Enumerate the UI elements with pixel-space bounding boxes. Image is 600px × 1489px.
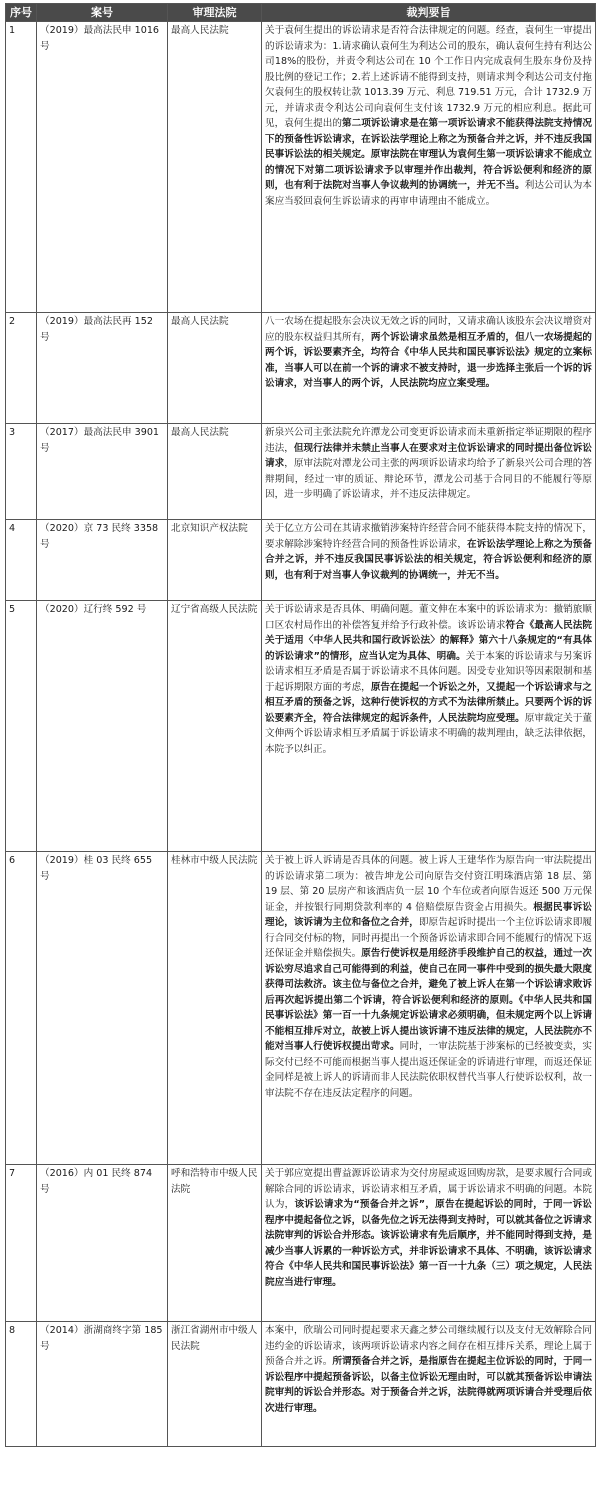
summary-bold-text: 该诉讼请求为“预备合并之诉”，原告在提起诉讼的同时，于同一诉讼程序中提起备位之诉，以备先位之诉无法得到支持时，可以就其备位之诉请求法院审判的诉讼合并形态。该诉讼请求有先后顺序，并不能同时得到支持，是减少当事人诉累的一种诉讼方式，并非诉讼请求不具体、不明确，该诉讼请求符合《中华人民共和国民事诉讼法》第一百一十九条（三）项之规定，人民法院应当进行审理。 bbox=[265, 1199, 592, 1288]
summary-bold-text: 原告行使诉权是用经济手段维护自己的权益，通过一次诉讼穷尽追求自己可能得到的利益，使自己在同一事件中受到的损失最大限度获得司法救济。该主位与备位之合并，避免了被上诉人在第一个诉讼请求败诉后再次起诉提出第二个诉请，符合诉讼便利和经济的原则。《中华人民共和国民事诉讼法》第一百一十九条规定诉讼请求必须明确，但未规定两个以上诉请不能相互排斥对立，故被上诉人提出该诉请不违反法律的规定，人民法院亦不能对当事人行使诉权提出苛求。 bbox=[265, 948, 593, 1052]
row-court: 北京知识产权法院 bbox=[168, 520, 262, 601]
summary-text: 本案中，欣瑞公司同时提起要求天鑫之梦公司继续履行以及支付无效解除合同违约金的诉讼请求，该两项诉讼请求内容之间存在相互排斥关系，理论上属于预备合并之诉。 bbox=[265, 1325, 592, 1367]
summary-bold-text: 所谓预备合并之诉，是指原告在提起主位诉讼的同时，于同一诉讼程序中提起预备诉讼，以备主位诉讼无理由时，可以就其预备诉讼申请法院审判的诉讼合并形态。对于预备合并之诉，法院得就两项诉请合并受理后依次进行审理。 bbox=[265, 1356, 593, 1414]
row-summary bbox=[262, 852, 596, 1165]
row-seq: 4 bbox=[6, 520, 37, 601]
summary-bold-text: 两个诉讼请求虽然是相互矛盾的，但八一农场提起的两个诉，诉讼要素齐全，均符合《中华人民共和国民事诉讼法》规定的立案标准，当事人可以在前一个诉的请求不被支持时，退一步选择主张后一个诉的诉讼请求，对当事人的两个诉，人民法院均应立案受理。 bbox=[265, 331, 593, 389]
row-case-no: （2014）浙湖商终字第 185 号 bbox=[37, 1322, 168, 1447]
header-seq: 序号 bbox=[6, 4, 37, 22]
row-summary bbox=[262, 1165, 596, 1322]
summary-text: 关于诉讼请求是否具体、明确问题。董文伸在本案中的诉讼请求为：撤销旅顺口区农村局作出的补偿答复并给予行政补偿。该诉讼请求 bbox=[265, 604, 592, 631]
row-seq: 1 bbox=[6, 22, 37, 313]
summary-text: 关于郭应宽提出曹益源诉讼请求为交付房屋或返回购房款，是要求履行合同或解除合同的诉讼请求，诉讼请求相互矛盾，属于诉讼请求不明确的问题。本院认为， bbox=[265, 1168, 592, 1210]
row-case-no: （2019）桂 03 民终 655 号 bbox=[37, 852, 168, 1165]
summary-bold-text: 符合《最高人民法院关于适用〈中华人民共和国行政诉讼法〉的解释》第六十八条规定的“有具体的诉讼请求”的情形，应当认定为具体、明确。 bbox=[265, 619, 593, 662]
row-court: 最高人民法院 bbox=[168, 424, 262, 520]
header-case-no: 案号 bbox=[37, 4, 168, 22]
summary-bold-text: 根据民事诉讼理论，该诉请为主位和备位之合并， bbox=[265, 901, 593, 928]
table-body bbox=[6, 22, 596, 1447]
summary-text: 原审裁定关于董文伸两个诉讼请求相互矛盾属于诉讼请求不明确的裁判理由，缺乏法律依据，本院予以纠正。 bbox=[265, 712, 593, 755]
row-case-no: （2019）最高法民再 152 号 bbox=[37, 313, 168, 424]
summary-bold-text: 在诉讼法学理论上称之为预备合并之诉，并不违反我国民事诉讼法的相关规定，符合诉讼便利和经济的原则，也有利于对当事人争议裁判的协调统一，并无不当。 bbox=[265, 538, 593, 581]
summary-text: 八一农场在提起股东会决议无效之诉的同时，又请求确认该股东会决议增资对应的股东权益归其所有， bbox=[265, 316, 592, 343]
row-court: 浙江省湖州市中级人民法院 bbox=[168, 1322, 262, 1447]
table-row bbox=[6, 1165, 596, 1322]
table-row bbox=[6, 313, 596, 424]
row-case-no: （2019）最高法民申 1016 号 bbox=[37, 22, 168, 313]
table-row bbox=[6, 520, 596, 601]
row-summary bbox=[262, 313, 596, 424]
row-seq: 8 bbox=[6, 1322, 37, 1447]
row-case-no: （2017）最高法民申 3901 号 bbox=[37, 424, 168, 520]
row-seq: 2 bbox=[6, 313, 37, 424]
summary-text: 关于亿立方公司在其请求撤销涉案特许经营合同不能获得本院支持的情况下，要求解除涉案特许经营合同的预备性诉讼请求， bbox=[265, 523, 592, 550]
row-court: 辽宁省高级人民法院 bbox=[168, 601, 262, 852]
summary-text: 关于袁何生提出的诉讼请求是否符合法律规定的问题。经查，袁何生一审提出的诉讼请求为：1.请求确认袁何生为利达公司的股东，确认袁何生持有利达公司18%的股份，并责令利达公司在 10 个工作日内完成袁何生股东身份及持股比例的登记工作；2.若上述诉请不能得到支持，则请求判令利达公司支付拖欠袁何生的股权转让款 1013.39 万元、利息 719.51 万元，合计 1732.9 万元，并请求责令利达公司向袁何生支付该 1732.9 万元的相应利息。据此可见，袁何生提出的 bbox=[265, 25, 592, 129]
row-seq: 5 bbox=[6, 601, 37, 852]
row-seq: 3 bbox=[6, 424, 37, 520]
summary-text: 利达公司认为本案应当驳回袁何生诉讼请求的再审申请理由不能成立。 bbox=[265, 180, 593, 207]
row-summary bbox=[262, 22, 596, 313]
table-row bbox=[6, 601, 596, 852]
table-row bbox=[6, 22, 596, 313]
table-row bbox=[6, 852, 596, 1165]
row-court: 最高人民法院 bbox=[168, 313, 262, 424]
row-seq: 7 bbox=[6, 1165, 37, 1322]
summary-text: 同时，一审法院基于涉案标的已经被变卖，实际交付已经不可能而根据当事人提出返还保证金的诉请进行审理，而返还保证金同样是被上诉人的诉请而非人民法院依职权替代当事人行使诉讼权利，故一审法院不存在违反法定程序的问题。 bbox=[265, 1041, 593, 1099]
header-court: 审理法院 bbox=[168, 4, 262, 22]
table-row bbox=[6, 1322, 596, 1447]
summary-text: 即原告起诉时提出一个主位诉讼请求即履行合同交付标的物，同时再提出一个预备诉讼请求即合同不能履行的情况下返还保证金并赔偿损失。 bbox=[265, 917, 593, 959]
summary-bold-text: 第二项诉讼请求是在第一项诉讼请求不能获得法院支持情况下的预备性诉讼请求，在诉讼法学理论上称之为预备合并之诉，并不违反我国民事诉讼法的相关规定。原审法院在审理认为袁何生第一项诉讼请求不能成立的情况下对第二项诉讼请求予以审理并作出裁判，符合诉讼便利和经济的原则，也有利于法院对当事人争议裁判的协调统一，并无不当。 bbox=[265, 118, 593, 191]
header-summary: 裁判要旨 bbox=[262, 4, 596, 22]
row-case-no: （2020）辽行终 592 号 bbox=[37, 601, 168, 852]
row-court: 最高人民法院 bbox=[168, 22, 262, 313]
summary-bold-text: 原告在提起一个诉讼之外，又提起一个诉讼请求与之相互矛盾的预备之诉，这种行使诉权的方式不为法律所禁止。只要两个诉的诉讼要素齐全，符合法律规定的起诉条件，人民法院均应受理。 bbox=[265, 681, 593, 724]
row-case-no: （2020）京 73 民终 3358 号 bbox=[37, 520, 168, 601]
table-header bbox=[6, 4, 596, 22]
table-row bbox=[6, 424, 596, 520]
row-summary bbox=[262, 424, 596, 520]
row-summary bbox=[262, 1322, 596, 1447]
case-table bbox=[5, 3, 596, 1447]
row-court: 呼和浩特市中级人民法院 bbox=[168, 1165, 262, 1322]
summary-text: ，原审法院对潭龙公司主张的两项诉讼请求均给予了新泉兴公司合理的答辩期间，经过一审的质证、辩论环节，潭龙公司基于合同目的不能履行等原因，进一步明确了诉讼请求，并不违反法律规定。 bbox=[265, 458, 593, 500]
row-summary bbox=[262, 601, 596, 852]
row-case-no: （2016）内 01 民终 874 号 bbox=[37, 1165, 168, 1322]
row-seq: 6 bbox=[6, 852, 37, 1165]
summary-text: 新泉兴公司主张法院允许潭龙公司变更诉讼请求而未重新指定举证期限的程序违法， bbox=[265, 427, 592, 454]
row-summary bbox=[262, 520, 596, 601]
summary-bold-text: 但现行法律并未禁止当事人在要求对主位诉讼请求的同时提出备位诉讼请求 bbox=[265, 442, 593, 469]
summary-text: 关于被上诉人诉请是否具体的问题。被上诉人王建华作为原告向一审法院提出的诉讼请求第二项为：被告坤龙公司向原告交付资江明珠酒店第 18 层、第 19 层、第 20 层房产和该酒店负一层 10 个车位或者向原告返还 500 万元保证金，并按银行同期贷款利率的 4 倍赔偿原告资金占用损失。 bbox=[265, 855, 592, 913]
row-court: 桂林市中级人民法院 bbox=[168, 852, 262, 1165]
summary-text: 关于本案的诉讼请求与另案诉讼请求相互矛盾是否属于诉讼请求不具体问题。因受专业知识等因素限制和基于起诉期限方面的考虑， bbox=[265, 650, 593, 693]
